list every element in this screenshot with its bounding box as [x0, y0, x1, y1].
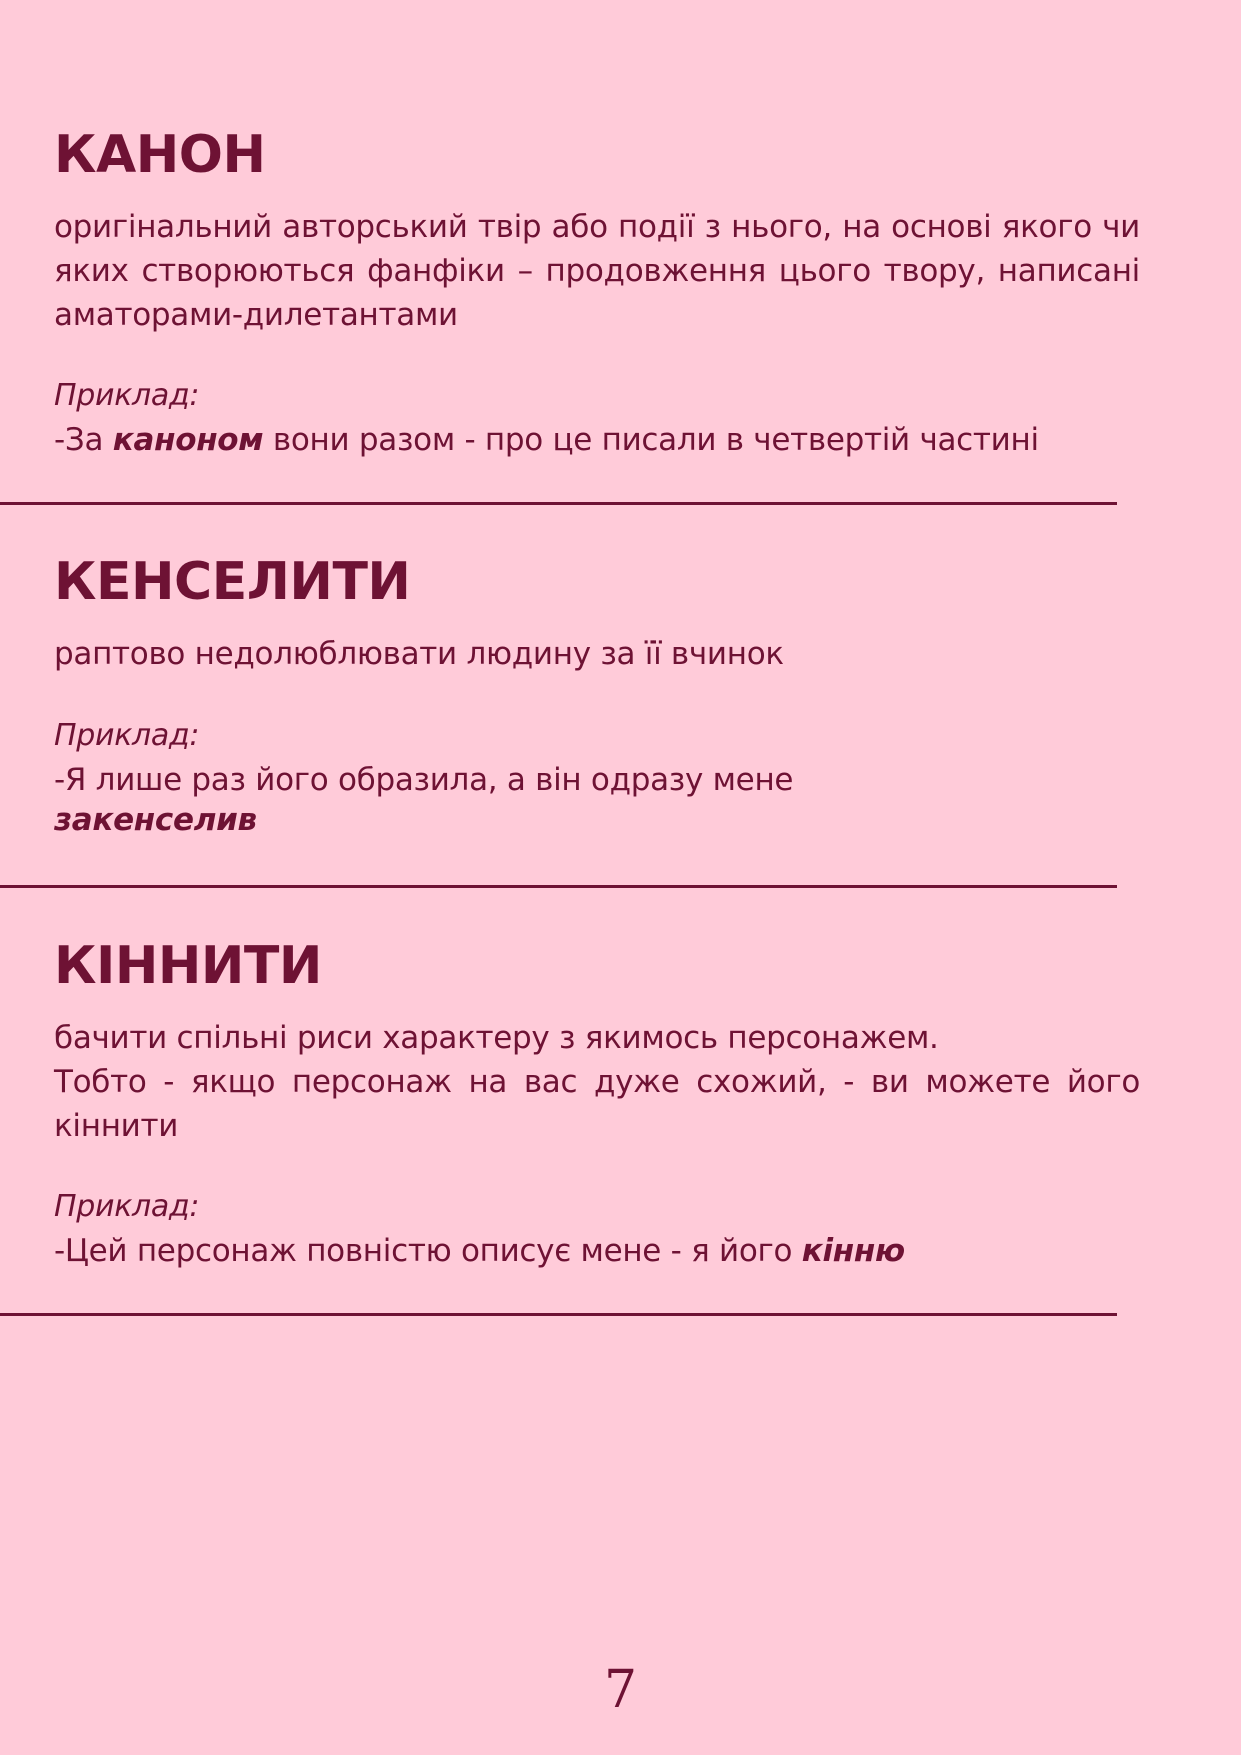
term-heading-kinnyty: КІННИТИ: [54, 936, 322, 996]
term-heading-kanon: КАНОН: [54, 125, 266, 185]
example-text-start: -За: [54, 422, 113, 458]
definition-line: аматорами-дилетантами: [54, 297, 458, 333]
definition-line: кіннити: [54, 1108, 179, 1144]
section-divider: [0, 885, 1117, 888]
section-divider: [0, 1313, 1117, 1316]
definition-line: раптово недолюблювати людину за її вчинок: [54, 636, 784, 672]
example-label-kanon: Приклад:: [54, 378, 200, 413]
example-text-kenselyty: [54, 760, 1154, 840]
term-definition-kenselyty: [54, 632, 1140, 676]
definition-line: оригінальний авторський твір або події з нього, на основі якого чи: [54, 209, 1140, 245]
definition-line: Тобто - якщо персонаж на вас дуже схожий, - ви можете його: [54, 1064, 1140, 1100]
term-definition-kanon: [54, 205, 1140, 337]
example-label-kenselyty: Приклад:: [54, 718, 200, 753]
example-text-kanon: [54, 420, 1154, 460]
term-heading-kenselyty: КЕНСЕЛИТИ: [54, 552, 411, 612]
definition-line: бачити спільні риси характеру з якимось персонажем.: [54, 1020, 939, 1056]
definition-line: яких створюються фанфіки – продовження цього твору, написані: [54, 253, 1140, 289]
example-highlight-word: каноном: [112, 422, 264, 458]
example-label-kinnyty: Приклад:: [54, 1189, 200, 1224]
example-text-end: вони разом - про це писали в четвертій частині: [263, 422, 1039, 458]
example-highlight-word: закенселив: [54, 802, 257, 838]
example-text-start: -Цей персонаж повністю описує мене - я його: [54, 1233, 802, 1269]
example-highlight-word: кінню: [801, 1233, 905, 1269]
page-number: 7: [603, 1660, 638, 1720]
example-text-kinnyty: [54, 1231, 1154, 1271]
example-text-start: -Я лише раз його образила, а він одразу мене: [54, 762, 794, 798]
section-divider: [0, 502, 1117, 505]
term-definition-kinnyty: [54, 1016, 1140, 1148]
